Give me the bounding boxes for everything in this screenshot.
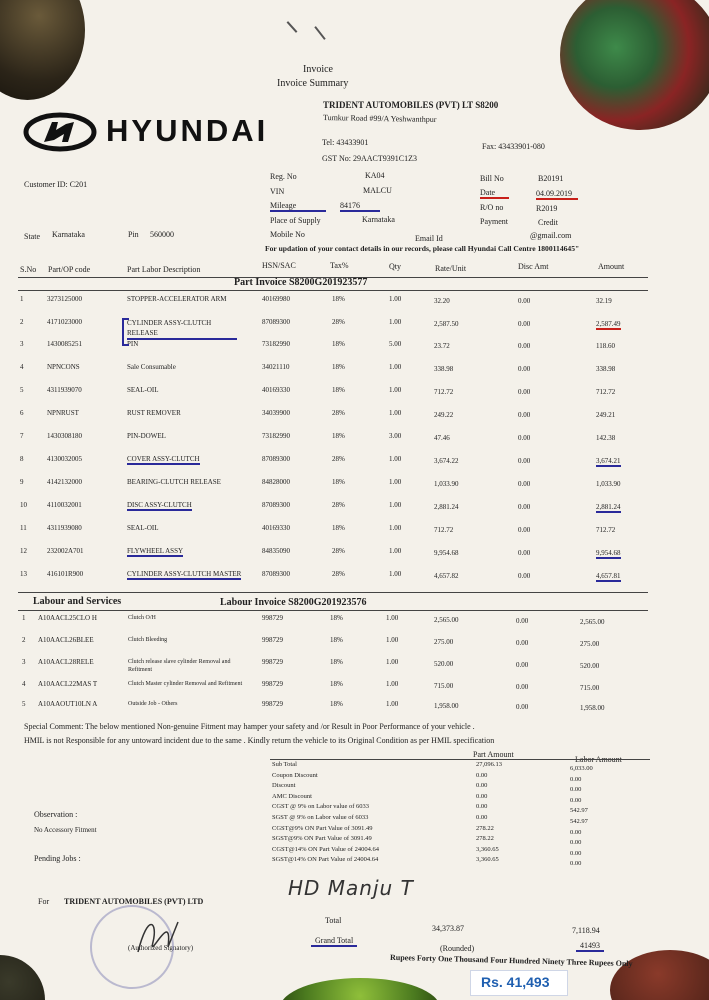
cell-qty: 1.00	[389, 318, 402, 326]
cell-sno: 12	[20, 547, 27, 555]
cell-description: CYLINDER ASSY-CLUTCH RELEASE	[127, 318, 237, 340]
cell-sno: 2	[20, 318, 24, 326]
cell-rate: 9,954.68	[434, 549, 459, 557]
cell-amount: 338.98	[596, 365, 616, 373]
paperweight-bottom-right	[610, 950, 709, 1000]
cell-sno: 5	[20, 386, 24, 394]
amount-in-words: Rupees Forty One Thousand Four Hundred Ninety Three Rupees Only	[389, 952, 633, 969]
pending-jobs-label: Pending Jobs :	[34, 854, 81, 863]
cell-tax: 18%	[332, 524, 345, 532]
summary-labor: 0.00	[570, 796, 582, 804]
place-of-supply-label: Place of Supply	[270, 216, 321, 225]
cell-hsn: 84828000	[262, 478, 290, 486]
total-labor: 7,118.94	[572, 926, 600, 935]
cell-qty: 1.00	[389, 524, 402, 532]
authorized-signatory: (Authorized Signatory)	[128, 944, 194, 952]
cell-sno: 4	[20, 363, 24, 371]
cell-qty: 1.00	[386, 700, 399, 708]
cell-code: 4130032005	[47, 455, 82, 463]
dealer-name: TRIDENT AUTOMOBILES (PVT) LT S8200	[323, 100, 499, 110]
labour-invoice-label: Labour Invoice S8200G201923576	[220, 597, 367, 608]
col-amount: Amount	[598, 262, 625, 271]
cell-amount: 9,954.68	[596, 549, 621, 557]
cell-description: Clutch Master cylinder Removal and Refitment	[128, 681, 243, 687]
bill-no-label: Bill No	[480, 174, 504, 183]
cell-description: PIN-DOWEL	[127, 432, 166, 440]
cell-description: BEARING-CLUTCH RELEASE	[127, 478, 221, 486]
cell-qty: 1.00	[389, 295, 402, 303]
cell-code: A10AACL26BLEE	[38, 636, 94, 644]
pin-value: 560000	[150, 230, 174, 239]
cell-rate: 3,674.22	[434, 457, 459, 465]
summary-part: 278.22	[476, 835, 494, 843]
signature-scribble	[128, 902, 188, 962]
email-value: @gmail.com	[530, 231, 572, 240]
paperweight-bottom-left	[0, 955, 45, 1000]
payment-label: Payment	[480, 217, 508, 226]
cell-rate: 275.00	[434, 638, 454, 646]
grand-total-value: 41493	[576, 941, 604, 952]
cell-qty: 1.00	[386, 614, 399, 622]
observation-value: No Accessory Fitment	[34, 826, 97, 834]
summary-part: 0.00	[476, 792, 488, 800]
cell-code: NPNRUST	[47, 409, 79, 417]
col-sno: S.No	[20, 265, 37, 274]
total-label: Total	[325, 916, 342, 925]
cell-description: Clutch Bleeding	[128, 637, 168, 643]
divider	[270, 759, 650, 760]
hyundai-logo	[22, 112, 282, 152]
ro-no-value: R2019	[536, 204, 558, 213]
vin-label: VIN	[270, 187, 285, 196]
cell-rate: 32.20	[434, 297, 450, 305]
cell-disc: 0.00	[516, 703, 529, 711]
cell-description: Clutch O/H	[128, 615, 156, 621]
cell-amount: 32.19	[596, 297, 612, 305]
cell-tax: 28%	[332, 409, 345, 417]
handwritten-bracket	[122, 318, 129, 346]
cell-disc: 0.00	[518, 365, 531, 373]
col-disc: Disc Amt	[518, 262, 549, 271]
cell-hsn: 87089300	[262, 570, 290, 578]
col-rate: Rate/Unit	[435, 264, 467, 273]
dealer-address: Tumkur Road #99/A Yeshwanthpur	[322, 113, 437, 124]
cell-rate: 715.00	[434, 682, 454, 690]
cell-qty: 1.00	[386, 680, 399, 688]
cell-qty: 1.00	[389, 478, 402, 486]
callout-text: Rs. 41,493	[481, 974, 550, 990]
cell-code: 4311939080	[47, 524, 82, 532]
cell-tax: 18%	[332, 432, 345, 440]
total-part: 34,373.87	[432, 924, 464, 933]
cell-code: A10AACL22MAS T	[38, 680, 98, 688]
cell-description: Clutch release slave cylinder Removal and Refitment	[128, 659, 231, 673]
cell-description: Outside Job - Others	[128, 701, 178, 707]
summary-labor: 0.00	[570, 786, 582, 794]
cell-disc: 0.00	[516, 683, 529, 691]
cell-sno: 13	[20, 570, 27, 578]
cell-code: A10AACL28RELE	[38, 658, 94, 666]
cell-hsn: 73182990	[262, 340, 290, 348]
cell-sno: 9	[20, 478, 24, 486]
cell-tax: 18%	[330, 614, 343, 622]
cell-rate: 2,587.50	[434, 320, 459, 328]
cell-disc: 0.00	[518, 320, 531, 328]
summary-labor: 0.00	[570, 828, 582, 836]
cell-hsn: 87089300	[262, 455, 290, 463]
cell-code: 1430308180	[47, 432, 82, 440]
cell-description: RUST REMOVER	[127, 409, 181, 417]
cell-rate: 1,033.90	[434, 480, 459, 488]
cell-amount: 142.38	[596, 434, 616, 442]
summary-label: SGST@9% ON Part Value of 3091.49	[272, 835, 372, 843]
cell-hsn: 998729	[262, 680, 283, 688]
cell-code: 1430085251	[47, 340, 82, 348]
cell-amount: 1,958.00	[580, 704, 605, 712]
cell-tax: 18%	[330, 700, 343, 708]
cell-hsn: 87089300	[262, 501, 290, 509]
cell-disc: 0.00	[518, 297, 531, 305]
paperweight-bottom-center	[280, 978, 440, 1000]
col-qty: Qty	[389, 262, 401, 271]
cell-description: SEAL-OIL	[127, 524, 159, 532]
summary-labor: 0.00	[570, 775, 582, 783]
cell-hsn: 40169330	[262, 524, 290, 532]
cell-sno: 6	[20, 409, 24, 417]
summary-labor: 0.00	[570, 849, 582, 857]
cell-hsn: 40169330	[262, 386, 290, 394]
cell-tax: 28%	[332, 501, 345, 509]
cell-disc: 0.00	[516, 639, 529, 647]
brand-wordmark: HYUNDAI	[106, 113, 269, 148]
summary-part: 3,360.65	[476, 856, 499, 864]
cell-disc: 0.00	[518, 342, 531, 350]
cell-rate: 338.98	[434, 365, 454, 373]
cell-sno: 1	[20, 295, 24, 303]
summary-label: SGST@14% ON Part Value of 24004.64	[272, 856, 379, 864]
cell-tax: 18%	[332, 386, 345, 394]
part-amount-header: Part Amount	[473, 750, 514, 759]
summary-label: CGST@14% ON Part Value of 24004.64	[272, 845, 379, 853]
state-value: Karnataka	[52, 230, 85, 239]
cell-code: 4311939070	[47, 386, 82, 394]
cell-hsn: 34021110	[262, 363, 290, 371]
cell-rate: 1,958.00	[434, 702, 459, 710]
summary-part: 0.00	[476, 803, 488, 811]
staple-mark	[314, 26, 325, 40]
dealer-tel: Tel: 43433901	[322, 138, 369, 147]
vin-value: MALCU	[363, 186, 392, 195]
place-of-supply-value: Karnataka	[362, 215, 395, 224]
divider	[18, 290, 648, 291]
cell-tax: 18%	[330, 658, 343, 666]
cell-description: COVER ASSY-CLUTCH	[127, 455, 200, 463]
cell-rate: 2,565.00	[434, 616, 459, 624]
cell-hsn: 84835090	[262, 547, 290, 555]
staple-mark	[287, 21, 298, 33]
cell-qty: 1.00	[389, 547, 402, 555]
cell-disc: 0.00	[518, 434, 531, 442]
ro-no-label: R/O no	[480, 203, 504, 212]
cell-rate: 47.46	[434, 434, 450, 442]
grand-total-label: Grand Total	[311, 936, 357, 947]
cell-tax: 28%	[332, 570, 345, 578]
col-part-code: Part/OP code	[48, 265, 91, 274]
col-description: Part Labor Description	[127, 265, 201, 274]
cell-amount: 275.00	[580, 640, 600, 648]
cell-hsn: 34039900	[262, 409, 290, 417]
summary-labor: 542.97	[570, 807, 588, 815]
email-label: Email Id	[415, 234, 443, 243]
cell-rate: 4,657.82	[434, 572, 459, 580]
contact-notice: For updation of your contact details in our records, please call Hyundai Call Centre 1800114645"	[265, 244, 580, 253]
cell-tax: 18%	[332, 478, 345, 486]
invoice-title: Invoice	[303, 64, 333, 75]
cell-sno: 2	[22, 636, 26, 644]
cell-rate: 2,881.24	[434, 503, 459, 511]
date-value: 04.09.2019	[536, 189, 578, 200]
payment-value: Credit	[538, 218, 558, 227]
summary-label: CGST @ 9% on Labor value of 6033	[272, 803, 370, 811]
cell-amount: 2,587.49	[596, 320, 621, 328]
bill-no-value: B20191	[538, 174, 564, 183]
state-label: State	[24, 232, 40, 241]
dealer-gst: GST No: 29AACT9391C1Z3	[322, 154, 417, 163]
cell-sno: 3	[22, 658, 26, 666]
cell-tax: 28%	[332, 547, 345, 555]
cell-qty: 1.00	[386, 658, 399, 666]
cell-amount: 712.72	[596, 526, 616, 534]
cell-code: NPNCONS	[47, 363, 80, 371]
cell-sno: 1	[22, 614, 26, 622]
summary-label: CGST@9% ON Part Value of 3091.49	[272, 824, 373, 832]
cell-description: DISC ASSY-CLUTCH	[127, 501, 192, 509]
cell-amount: 2,565.00	[580, 618, 605, 626]
cell-tax: 18%	[332, 363, 345, 371]
total-callout	[470, 970, 568, 996]
pin-label: Pin	[128, 230, 139, 239]
cell-description: FLYWHEEL ASSY	[127, 547, 184, 555]
part-invoice-label: Part Invoice S8200G201923577	[234, 277, 368, 288]
cell-code: 4171023000	[47, 318, 82, 326]
cell-sno: 4	[22, 680, 26, 688]
cell-qty: 1.00	[386, 636, 399, 644]
cell-sno: 3	[20, 340, 24, 348]
cell-sno: 11	[20, 524, 27, 532]
summary-part: 27,096.13	[476, 761, 502, 768]
summary-label: AMC Discount	[272, 792, 312, 800]
cell-rate: 712.72	[434, 526, 454, 534]
cell-tax: 18%	[332, 295, 345, 303]
col-tax: Tax%	[330, 261, 349, 270]
reg-no-label: Reg. No	[270, 172, 297, 181]
cell-tax: 18%	[332, 340, 345, 348]
paperweight-top-right	[560, 0, 709, 130]
cell-disc: 0.00	[518, 388, 531, 396]
cell-tax: 28%	[332, 318, 345, 326]
cell-description: Sale Consumable	[127, 363, 176, 371]
for-label: For	[38, 897, 50, 906]
mileage-label: Mileage	[270, 201, 326, 212]
cell-code: 232002A701	[47, 547, 84, 555]
cell-amount: 715.00	[580, 684, 600, 692]
cell-sno: 5	[22, 700, 26, 708]
for-dealer: TRIDENT AUTOMOBILES (PVT) LTD	[64, 897, 204, 906]
summary-label: Discount	[272, 782, 296, 790]
summary-label: SGST @ 9% on Labor value of 6033	[272, 814, 369, 821]
cell-disc: 0.00	[518, 411, 531, 419]
cell-disc: 0.00	[516, 661, 529, 669]
cell-tax: 28%	[332, 455, 345, 463]
cell-qty: 5.00	[389, 340, 402, 348]
summary-part: 278.22	[476, 824, 494, 832]
cell-code: 3273125000	[47, 295, 82, 303]
cell-disc: 0.00	[518, 549, 531, 557]
cell-description: PIN	[127, 340, 139, 348]
cell-disc: 0.00	[518, 480, 531, 488]
cell-rate: 520.00	[434, 660, 454, 668]
cell-disc: 0.00	[516, 617, 529, 625]
cell-disc: 0.00	[518, 572, 531, 580]
cell-description: CYLINDER ASSY-CLUTCH MASTER	[127, 570, 242, 578]
cell-amount: 1,033.90	[596, 480, 621, 488]
cell-disc: 0.00	[518, 526, 531, 534]
cell-description: STOPPER-ACCELERATOR ARM	[127, 295, 227, 303]
cell-qty: 1.00	[389, 501, 402, 509]
customer-id: Customer ID: C201	[24, 180, 88, 189]
cell-amount: 118.60	[596, 342, 615, 350]
cell-rate: 249.22	[434, 411, 454, 419]
cell-description: SEAL-OIL	[127, 386, 159, 394]
summary-label: Sub Total	[272, 761, 297, 768]
cell-hsn: 998729	[262, 636, 283, 644]
cell-hsn: 998729	[262, 658, 283, 666]
cell-hsn: 40169980	[262, 295, 290, 303]
cell-code: 416101R900	[47, 570, 84, 578]
cell-hsn: 87089300	[262, 318, 290, 326]
summary-part: 0.00	[476, 771, 488, 779]
observation-label: Observation :	[34, 810, 78, 819]
cell-amount: 3,674.21	[596, 457, 621, 465]
cell-amount: 249.21	[596, 411, 616, 419]
mileage-value: 84176	[340, 201, 380, 212]
cell-sno: 10	[20, 501, 27, 509]
invoice-subtitle: Invoice Summary	[277, 78, 349, 89]
col-hsn: HSN/SAC	[262, 261, 296, 270]
cell-disc: 0.00	[518, 503, 531, 511]
summary-labor: 6,033.00	[570, 765, 593, 772]
mobile-label: Mobile No	[270, 230, 305, 239]
summary-part: 3,360.65	[476, 845, 499, 853]
cell-code: A10AACL25CLO H	[38, 614, 97, 622]
summary-labor: 0.00	[570, 839, 582, 847]
cell-qty: 1.00	[389, 409, 402, 417]
divider	[18, 592, 648, 593]
cell-tax: 18%	[330, 636, 343, 644]
cell-code: 4110032001	[47, 501, 82, 509]
summary-labor: 542.97	[570, 818, 588, 825]
cell-amount: 2,881.24	[596, 503, 621, 511]
cell-amount: 712.72	[596, 388, 616, 396]
special-comment: Special Comment: The below mentioned Non-genuine Fitment may hamper your safety and /or Result in Poor Performance of your vehicle .	[24, 722, 475, 731]
cell-tax: 18%	[330, 680, 343, 688]
cell-disc: 0.00	[518, 457, 531, 465]
dealer-fax: Fax: 43433901-080	[482, 142, 545, 151]
cell-code: 4142132000	[47, 478, 82, 486]
cell-code: A10AAOUT10LN A	[38, 700, 98, 708]
paperweight-top-left	[0, 0, 85, 100]
cell-qty: 1.00	[389, 455, 402, 463]
summary-label: Coupon Discount	[272, 771, 318, 779]
handwritten-name: HD Manju T	[288, 876, 414, 900]
cell-qty: 1.00	[389, 570, 402, 578]
divider	[18, 610, 648, 611]
cell-rate: 23.72	[434, 342, 450, 350]
cell-amount: 520.00	[580, 662, 600, 670]
summary-labor: 0.00	[570, 860, 582, 868]
cell-sno: 8	[20, 455, 24, 463]
cell-rate: 712.72	[434, 388, 454, 396]
responsibility-note: HMIL is not Responsible for any untoward incident due to the same . Kindly return the vehicle to its Original Condition as per HMIL specification	[24, 736, 495, 745]
summary-part: 0.00	[476, 814, 488, 821]
reg-no-value: KA04	[365, 171, 385, 180]
cell-qty: 3.00	[389, 432, 402, 440]
cell-hsn: 73182990	[262, 432, 290, 440]
summary-part: 0.00	[476, 782, 488, 790]
labour-section-label: Labour and Services	[33, 596, 122, 607]
cell-qty: 1.00	[389, 386, 402, 394]
cell-sno: 7	[20, 432, 24, 440]
cell-amount: 4,657.81	[596, 572, 621, 580]
date-label: Date	[480, 188, 509, 199]
cell-hsn: 998729	[262, 614, 283, 622]
rounded-label: (Rounded)	[440, 944, 475, 953]
cell-qty: 1.00	[389, 363, 402, 371]
cell-hsn: 998729	[262, 700, 283, 708]
